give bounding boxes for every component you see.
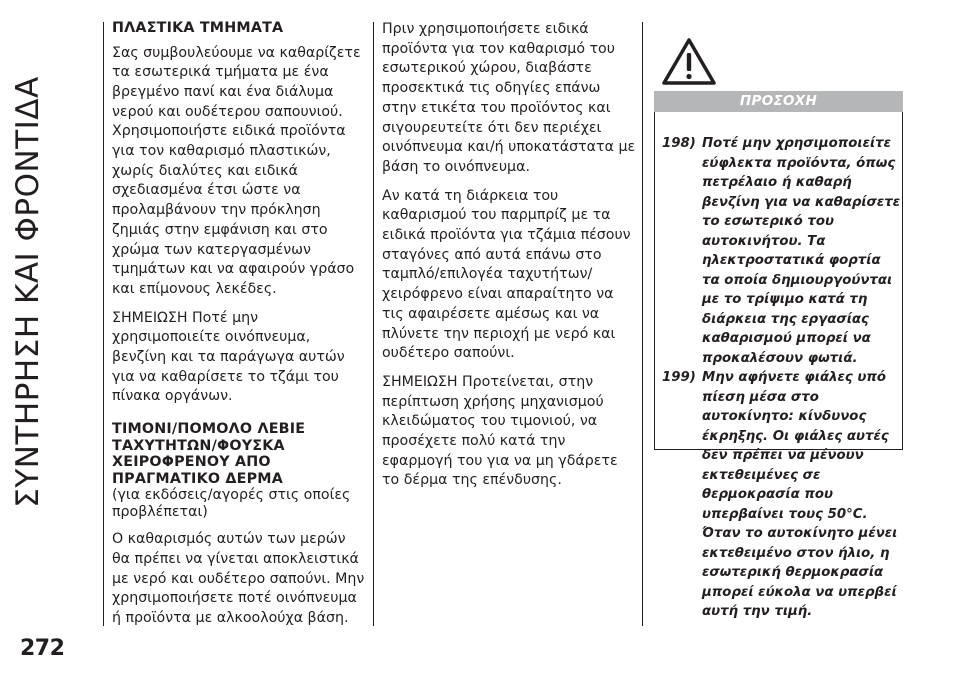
plastic-parts-heading: ΠΛΑΣΤΙΚΑ ΤΜΗΜΑΤΑ [112, 20, 284, 36]
leather-parts-paragraph: Ο καθαρισμός αυτών των μερών θα πρέπει να γίνεται αποκλειστικά με νερό και ουδέτερο σαπούνι. Μην χρησιμοποιήσετε ποτέ οινόπνευμα ή προϊόντα με αλκοολούχα βάση. [112, 531, 365, 626]
leather-parts-subheading: (για εκδόσεις/αγορές στις οποίες προβλέπεται) [112, 487, 351, 520]
warning-item-number: 198) [662, 136, 696, 151]
column-divider-middle [373, 22, 374, 626]
warning-items [662, 134, 902, 622]
column-divider-right [642, 22, 643, 626]
warning-header: ΠΡΟΣΟΧΗ [654, 91, 903, 112]
warning-item [662, 134, 902, 368]
page-number: 272 [20, 636, 65, 661]
warning-item-text: Μην αφήνετε φιάλες υπό πίεση μέσα στο αυτοκίνητο: κίνδυνος έκρηξης. Οι φιάλες αυτές δεν πρέπει να μένουν εκτεθειμένες σε θερμοκρασία που υπερβαίνει τους 50°C. Όταν το αυτοκίνητο μένει εκτεθειμένο στον ήλιο, η εσωτερική θερμοκρασία μπορεί εύκολα να υπερβεί αυτή την τιμή. [702, 370, 898, 619]
text-column-1 [112, 20, 368, 638]
warning-item [662, 368, 902, 622]
warning-triangle-icon [661, 38, 717, 86]
windscreen-drops-paragraph: Αν κατά τη διάρκεια του καθαρισμού του παρμπρίζ με τα ειδικά προϊόντα για τζάμια πέσουν σταγόνες από αυτά επάνω στο ταμπλό/επιλογέα ταχυτήτων/χειρόφρενο είναι απαραίτητο να τις αφαιρέσετε αμέσως και να πλύνετε την περιοχή με νερό και ουδέτερο σαπούνι. [382, 187, 631, 362]
steering-lock-note: ΣΗΜΕΙΩΣΗ Προτείνεται, στην περίπτωση χρήσης μηχανισμού κλειδώματος του τιμονιού, να προσέχετε πολύ κατά την εφαρμογή του για να μη γδάρετε το δέρμα της επένδυσης. [382, 373, 618, 489]
leather-parts-heading: ΤΙΜΟΝΙ/ΠΟΜΟΛΟ ΛΕΒΙΕ ΤΑΧΥΤΗΤΩΝ/ΦΟΥΣΚΑ ΧΕΙΡΟΦΡΕΝΟΥ ΑΠΟ ΠΡΑΓΜΑΤΙΚΟ ΔΕΡΜΑ [112, 421, 306, 487]
interior-products-paragraph: Πριν χρησιμοποιήσετε ειδικά προϊόντα για τον καθαρισμό του εσωτερικού χώρου, διαβάστε προσεκτικά τις οδηγίες επάνω στην ετικέτα του προϊόντος και σιγουρευτείτε ότι δεν περιέχει οινόπνευμα και/ή υποκατάστατα με βάση το οινόπνευμα. [382, 21, 636, 175]
plastic-parts-paragraph: Σας συμβουλεύουμε να καθαρίζετε τα εσωτερικά τμήματα με ένα βρεγμένο πανί και ένα διάλυμα νερού και ουδέτερου σαπουνιού. Χρησιμοποιήστε ειδικά προϊόντα για τον καθαρισμό πλαστικών, χωρίς διαλύτες και ειδικά σχεδιασμένα έτσι ώστε να προλαμβάνουν την πρόκληση ζημιάς στην εμφάνιση και στο χρώμα των κατεργασμένων τμημάτων και να αφαιρούν γράσο και επίμονους λεκέδες. [112, 44, 361, 297]
dashboard-glass-note: ΣΗΜΕΙΩΣΗ Ποτέ μην χρησιμοποιείτε οινόπνευμα, βενζίνη και τα παράγωγα αυτών για να καθαρίσετε το τζάμι του πίνακα οργάνων. [112, 309, 345, 405]
text-column-2 [382, 20, 638, 500]
warning-item-text: Ποτέ μην χρησιμοποιείτε εύφλεκτα προϊόντα, όπως πετρέλαιο ή καθαρή βενζίνη για να καθαρίσετε το εσωτερικό του αυτοκινήτου. Τα ηλεκτροστατικά φορτία τα οποία δημιουργούνται με το τρίψιμο κατά τη διάρκεια της εργασίας καθαρισμού μπορεί να προκαλέσουν φωτιά. [702, 136, 901, 366]
warning-item-number: 199) [662, 370, 696, 385]
column-divider-left [103, 22, 104, 626]
chapter-side-title-text: ΣΥΝΤΗΡΗΣΗ ΚΑΙ ΦΡΟΝΤΙΔΑ [10, 76, 46, 508]
